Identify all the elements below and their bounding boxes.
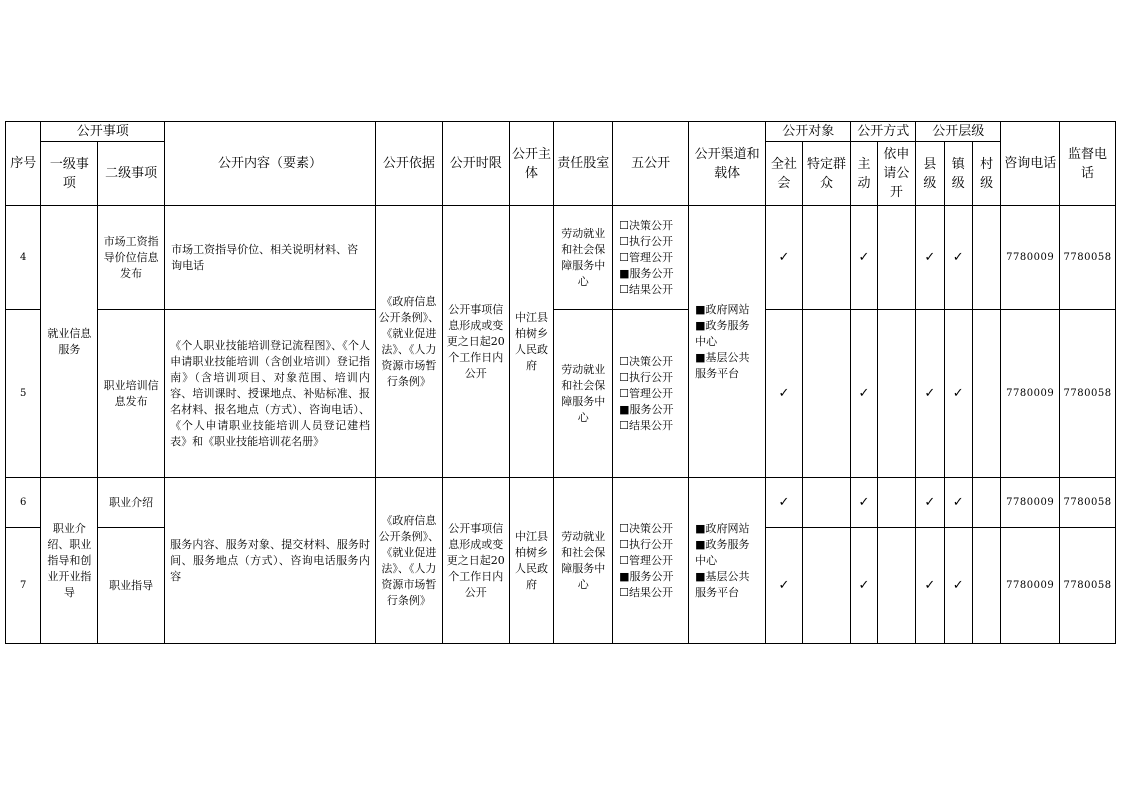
- phone-cell: 7780009: [1001, 310, 1060, 478]
- content-cell: 服务内容、服务对象、提交材料、服务时间、服务地点（方式）、咨询电话服务内容: [165, 478, 376, 644]
- level-village-cell: [972, 528, 1000, 644]
- header-method-apply: 依申请公开: [877, 142, 916, 206]
- supervise-cell: 7780058: [1060, 310, 1116, 478]
- subject-cell: 中江县柏树乡人民政府: [509, 478, 554, 644]
- level-village-cell: [972, 478, 1000, 528]
- channel-option: ■基层公共服务平台: [695, 569, 750, 599]
- five-open-option: ☐执行公开: [619, 370, 673, 384]
- level1-item: 就业信息服务: [41, 206, 98, 478]
- level-town-check: ✓: [944, 206, 972, 310]
- target-all-check: ✓: [766, 528, 802, 644]
- header-item-group: 公开事项: [41, 122, 165, 142]
- supervise-cell: 7780058: [1060, 528, 1116, 644]
- header-method-active: 主动: [851, 142, 877, 206]
- five-open-option: ☐执行公开: [619, 537, 673, 551]
- time-limit-cell: 公开事项信息形成或变更之日起20个工作日内公开: [442, 206, 509, 478]
- basis-cell: 《政府信息公开条例》、《就业促进法》、《人力资源市场暂行条例》: [375, 478, 442, 644]
- method-active-check: ✓: [851, 478, 877, 528]
- channel-option: ■政务服务中心: [695, 318, 750, 348]
- table-row: [6, 310, 1116, 478]
- office-cell: 劳动就业和社会保障服务中心: [554, 310, 613, 478]
- header-channel: 公开渠道和载体: [689, 122, 766, 206]
- header-office: 责任股室: [554, 122, 613, 206]
- level-town-check: ✓: [944, 528, 972, 644]
- level2-item: 职业指导: [98, 528, 165, 644]
- level-town-check: ✓: [944, 310, 972, 478]
- row-seq: 7: [6, 528, 41, 644]
- header-supervise: 监督电话: [1060, 122, 1116, 206]
- channel-option: ■政府网站: [695, 302, 750, 316]
- five-open-option: ☐结果公开: [619, 418, 673, 432]
- five-open-option: ☐决策公开: [619, 521, 673, 535]
- office-cell: 劳动就业和社会保障服务中心: [554, 478, 613, 644]
- supervise-cell: 7780058: [1060, 478, 1116, 528]
- five-open-option: ☐决策公开: [619, 354, 673, 368]
- basis-cell: 《政府信息公开条例》、《就业促进法》、《人力资源市场暂行条例》: [375, 206, 442, 478]
- five-open-option: ☐结果公开: [619, 282, 673, 296]
- target-all-check: ✓: [766, 206, 802, 310]
- level-county-check: ✓: [916, 310, 944, 478]
- method-active-check: ✓: [851, 206, 877, 310]
- five-open-option: ☐管理公开: [619, 250, 673, 264]
- channel-cell: [689, 478, 766, 644]
- header-target-specific: 特定群众: [802, 142, 851, 206]
- subject-cell: 中江县柏树乡人民政府: [509, 206, 554, 478]
- level-village-cell: [972, 206, 1000, 310]
- table-row: [6, 206, 1116, 310]
- header-level-town: 镇级: [944, 142, 972, 206]
- five-open-option: ■服务公开: [619, 569, 674, 583]
- header-target-group: 公开对象: [766, 122, 851, 142]
- header-time-limit: 公开时限: [442, 122, 509, 206]
- method-active-check: ✓: [851, 528, 877, 644]
- row-seq: 4: [6, 206, 41, 310]
- target-specific-cell: [802, 478, 851, 528]
- office-cell: 劳动就业和社会保障服务中心: [554, 206, 613, 310]
- five-open-option: ☐管理公开: [619, 386, 673, 400]
- channel-option: ■政务服务中心: [695, 537, 750, 567]
- five-open-option: ☐结果公开: [619, 585, 673, 599]
- target-all-check: ✓: [766, 310, 802, 478]
- header-method-group: 公开方式: [851, 122, 916, 142]
- header-seq: 序号: [6, 122, 41, 206]
- five-open-option: ☐管理公开: [619, 553, 673, 567]
- phone-cell: 7780009: [1001, 206, 1060, 310]
- channel-cell: [689, 206, 766, 478]
- content-cell: 《个人职业技能培训登记流程图》、《个人申请职业技能培训（含创业培训）登记指南》（含培训项目、对象范围、培训内容、培训课时、授课地点、补贴标准、报名材料、报名地点（方式）、咨询电话）、《个人申请职业技能培训人员登记建档表》和《职业技能培训花名册》: [165, 310, 376, 478]
- table-row: [6, 478, 1116, 528]
- header-content: 公开内容（要素）: [165, 122, 376, 206]
- time-limit-cell: 公开事项信息形成或变更之日起20个工作日内公开: [442, 478, 509, 644]
- level2-item: 市场工资指导价位信息发布: [98, 206, 165, 310]
- five-open-option: ☐执行公开: [619, 234, 673, 248]
- target-all-check: ✓: [766, 478, 802, 528]
- level-county-check: ✓: [916, 528, 944, 644]
- five-open-cell: [613, 206, 689, 310]
- level-village-cell: [972, 310, 1000, 478]
- header-subject: 公开主体: [509, 122, 554, 206]
- channel-option: ■政府网站: [695, 521, 750, 535]
- supervise-cell: 7780058: [1060, 206, 1116, 310]
- level2-item: 职业介绍: [98, 478, 165, 528]
- header-level-county: 县级: [916, 142, 944, 206]
- header-target-all: 全社会: [766, 142, 802, 206]
- row-seq: 5: [6, 310, 41, 478]
- five-open-option: ☐决策公开: [619, 218, 673, 232]
- target-specific-cell: [802, 528, 851, 644]
- phone-cell: 7780009: [1001, 528, 1060, 644]
- five-open-option: ■服务公开: [619, 402, 674, 416]
- header-level2: 二级事项: [98, 142, 165, 206]
- target-specific-cell: [802, 206, 851, 310]
- method-apply-cell: [877, 528, 916, 644]
- header-level1: 一级事项: [41, 142, 98, 206]
- row-seq: 6: [6, 478, 41, 528]
- content-cell: 市场工资指导价位、相关说明材料、咨询电话: [165, 206, 376, 310]
- level-county-check: ✓: [916, 478, 944, 528]
- header-row-1: [6, 122, 1116, 142]
- level-county-check: ✓: [916, 206, 944, 310]
- phone-cell: 7780009: [1001, 478, 1060, 528]
- channel-option: ■基层公共服务平台: [695, 350, 750, 380]
- header-five-open: 五公开: [613, 122, 689, 206]
- method-apply-cell: [877, 206, 916, 310]
- header-level-village: 村级: [972, 142, 1000, 206]
- level2-item: 职业培训信息发布: [98, 310, 165, 478]
- method-apply-cell: [877, 478, 916, 528]
- level1-item: 职业介绍、职业指导和创业开业指导: [41, 478, 98, 644]
- level-town-check: ✓: [944, 478, 972, 528]
- header-phone: 咨询电话: [1001, 122, 1060, 206]
- header-level-group: 公开层级: [916, 122, 1001, 142]
- disclosure-table: [5, 121, 1116, 644]
- five-open-cell: [613, 478, 689, 644]
- five-open-option: ■服务公开: [619, 266, 674, 280]
- five-open-cell: [613, 310, 689, 478]
- method-apply-cell: [877, 310, 916, 478]
- method-active-check: ✓: [851, 310, 877, 478]
- header-basis: 公开依据: [375, 122, 442, 206]
- target-specific-cell: [802, 310, 851, 478]
